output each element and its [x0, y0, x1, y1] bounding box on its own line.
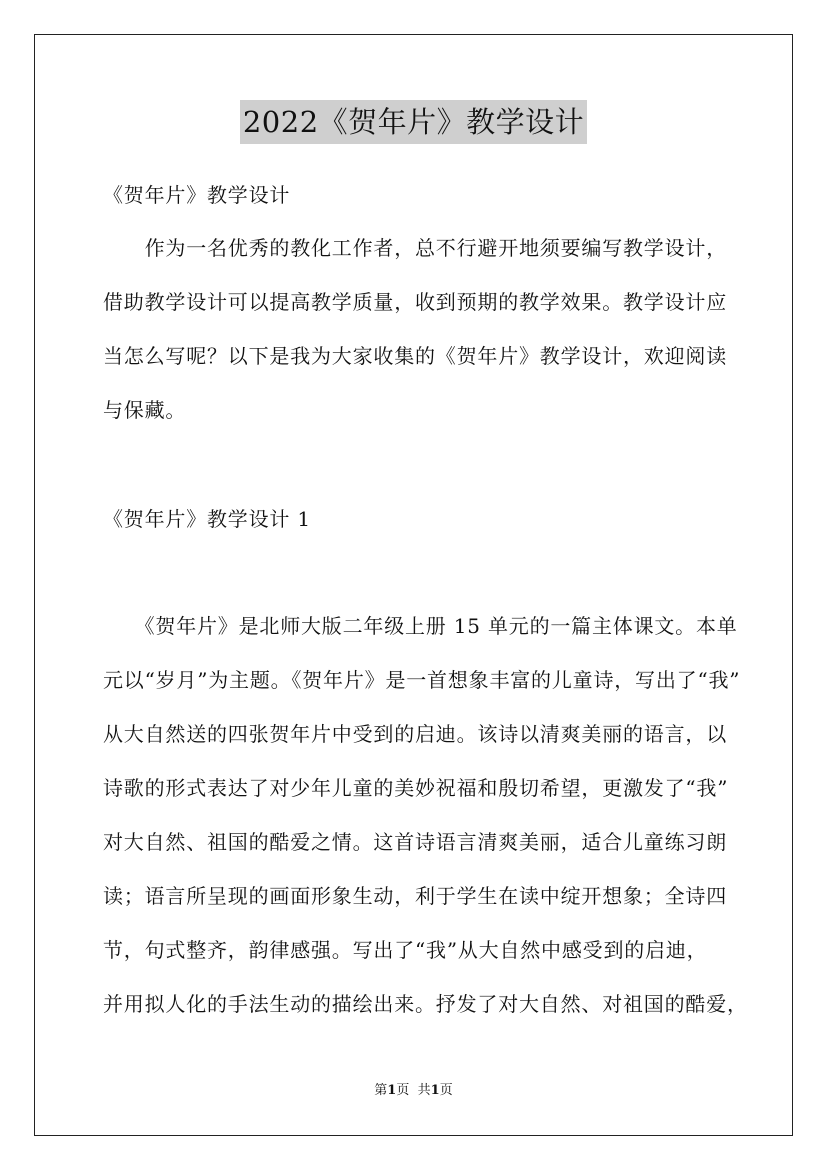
total-pages: 1	[430, 1083, 440, 1098]
intro-line: 作为一名优秀的教化工作者，总不行避开地须要编写教学设计，	[103, 236, 727, 260]
title-block	[0, 100, 827, 144]
section-heading: 《贺年片》教学设计 1	[103, 507, 311, 531]
body-line: 从大自然送的四张贺年片中受到的启迪。该诗以清爽美丽的语言，以	[103, 722, 727, 746]
body-line: 读；语言所呈现的画面形象生动，利于学生在读中绽开想象；全诗四	[103, 884, 727, 908]
body-line: 节，句式整齐，韵律感强。写出了“我”从大自然中感受到的启迪，	[103, 938, 708, 962]
page-suffix: 页	[396, 1083, 410, 1098]
document-title: 2022《贺年片》教学设计	[240, 100, 587, 144]
total-prefix: 共	[417, 1083, 431, 1098]
body-line: 并用拟人化的手法生动的描绘出来。抒发了对大自然、对祖国的酷爱，	[103, 992, 748, 1016]
body-line: 诗歌的形式表达了对少年儿童的美妙祝福和殷切希望，更激发了“我”	[103, 776, 729, 800]
body-line: 《贺年片》是北师大版二年级上册 15 单元的一篇主体课文。本单	[103, 614, 738, 638]
body-line: 元以“岁月”为主题。《贺年片》是一首想象丰富的儿童诗，写出了“我”	[103, 668, 741, 692]
page-footer	[0, 1083, 827, 1099]
total-suffix: 页	[439, 1083, 453, 1098]
intro-line: 借助教学设计可以提高教学质量，收到预期的教学效果。教学设计应	[103, 290, 727, 314]
body-line: 对大自然、祖国的酷爱之情。这首诗语言清爽美丽，适合儿童练习朗	[103, 830, 727, 854]
subtitle: 《贺年片》教学设计	[103, 183, 291, 207]
intro-line: 当怎么写呢？以下是我为大家收集的《贺年片》教学设计，欢迎阅读	[103, 344, 727, 368]
page-number: 1	[387, 1083, 397, 1098]
intro-line: 与保藏。	[103, 398, 187, 422]
page-prefix: 第	[374, 1083, 388, 1098]
